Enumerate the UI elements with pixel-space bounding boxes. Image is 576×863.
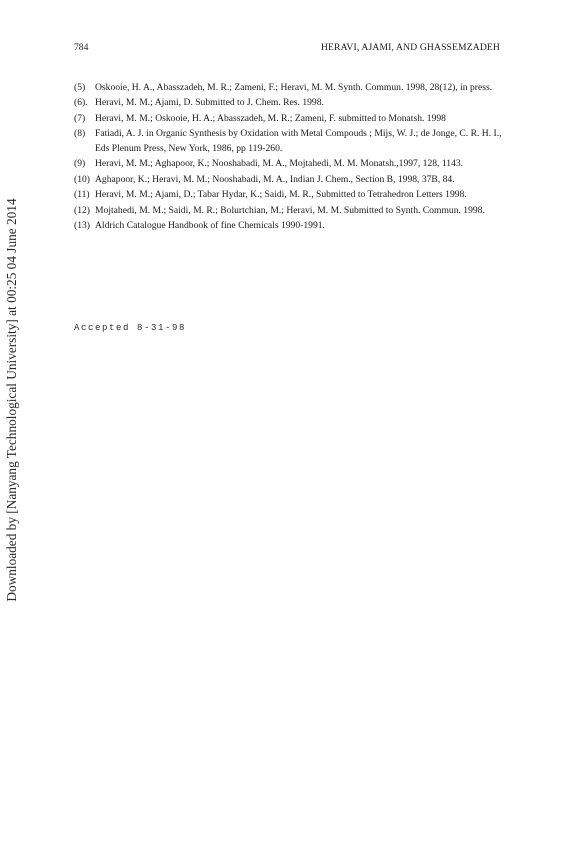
reference-item	[74, 112, 502, 126]
reference-number: (12)	[74, 204, 90, 216]
reference-text: Mojtahedi, M. M.; Saidi, M. R.; Bolurtchian, M.; Heravi, M. M. Submitted to Synth. Commun. 1998.	[95, 204, 485, 216]
reference-list	[74, 81, 502, 235]
reference-number: (11)	[74, 189, 90, 201]
reference-text: Oskooie, H. A., Abasszadeh, M. R.; Zameni, F.; Heravi, M. M. Synth. Commun. 1998, 28(12), in press.	[95, 82, 493, 93]
download-watermark-text: Downloaded by [Nanyang Technological University] at 00:25 04 June 2014	[4, 198, 19, 602]
reference-item	[74, 173, 502, 187]
page-number: 784	[74, 42, 89, 53]
reference-text: Aldrich Catalogue Handbook of fine Chemicals 1990-1991.	[95, 220, 325, 232]
download-watermark	[2, 130, 22, 670]
reference-text: Heravi, M. M.; Aghapoor, K.; Nooshabadi, M. A., Mojtahedi, M. M. Monatsh.,1997, 128, 1143.	[95, 158, 464, 170]
reference-item	[74, 96, 502, 110]
reference-number: (10)	[74, 173, 90, 185]
reference-number: (7)	[74, 112, 86, 124]
reference-text: Fatiadi, A. J. in Organic Synthesis by Oxidation with Metal Compouds ; Mijs, W. J.; de Jonge, C. R. H. I., Eds Plenum Press, New York, 1986, pp 119-260.	[95, 128, 502, 154]
reference-text: Aghapoor, K.; Heravi, M. M.; Nooshabadi, M. A., Indian J. Chem., Section B, 1998, 37B, 84.	[95, 173, 455, 185]
reference-item	[74, 157, 502, 171]
reference-text: Heravi, M. M.; Ajami, D. Submitted to J. Chem. Res. 1998.	[95, 97, 324, 109]
reference-item	[74, 127, 502, 156]
reference-item	[74, 204, 502, 218]
reference-number: (13)	[74, 220, 90, 232]
reference-item	[74, 188, 502, 202]
reference-item	[74, 81, 502, 95]
reference-item	[74, 219, 502, 233]
page-header	[74, 42, 500, 56]
reference-number: (5)	[74, 82, 86, 93]
reference-text: Heravi, M. M.; Ajami, D.; Tabar Hydar, K.; Saidi, M. R., Submitted to Tetrahedron Letters 1998.	[95, 189, 467, 201]
running-title: HERAVI, AJAMI, AND GHASSEMZADEH	[320, 42, 500, 53]
reference-number: (9)	[74, 158, 86, 170]
reference-text: Heravi, M. M.; Oskooie, H. A.; Abasszadeh, M. R.; Zameni, F. submitted to Monatsh. 1998	[95, 112, 446, 124]
accepted-date: Accepted 8-31-98	[74, 323, 187, 333]
reference-number: (8)	[74, 128, 86, 140]
reference-number: (6).	[74, 97, 88, 109]
